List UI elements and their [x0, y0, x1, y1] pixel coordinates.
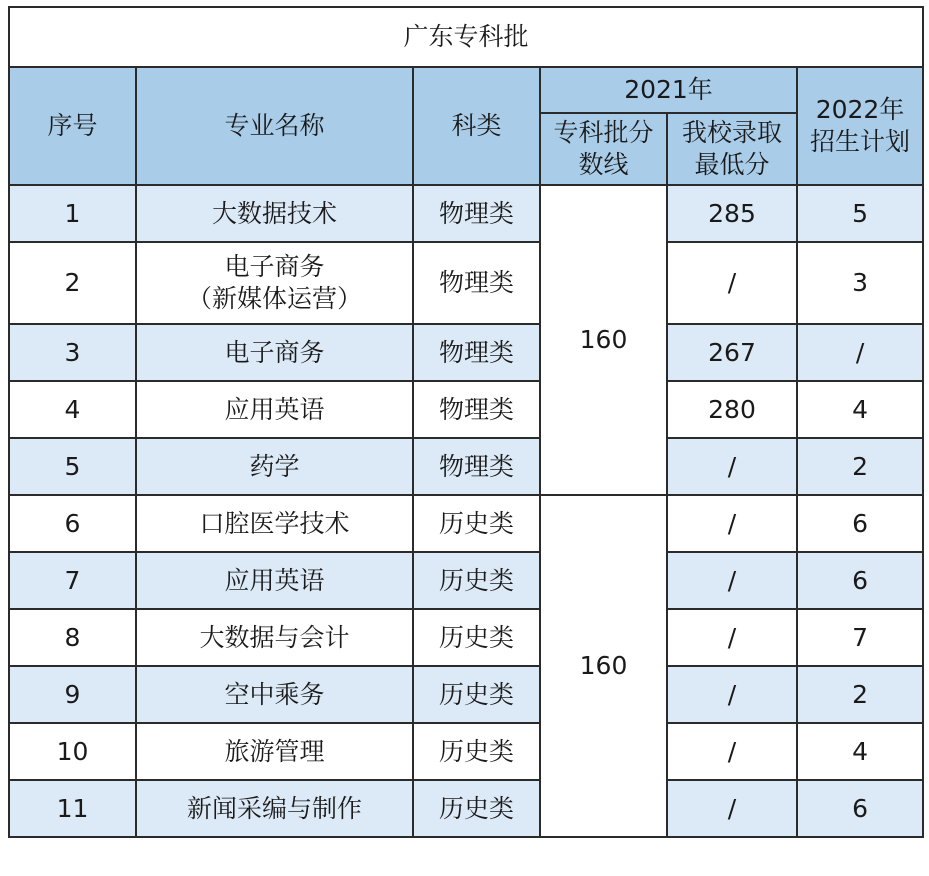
cell-major: 大数据与会计 — [136, 609, 413, 666]
table-row — [9, 780, 923, 837]
cell-plan: 4 — [797, 723, 923, 780]
cell-plan: 4 — [797, 381, 923, 438]
cell-index: 8 — [9, 609, 136, 666]
cell-index: 11 — [9, 780, 136, 837]
header-category: 科类 — [413, 67, 540, 185]
cell-min-score: 267 — [667, 324, 797, 381]
header-cutoff-line1: 专科批分 — [553, 118, 654, 147]
table-row — [9, 324, 923, 381]
cell-major: 药学 — [136, 438, 413, 495]
header-plan-2022-line2: 招生计划 — [810, 127, 911, 156]
cell-index: 5 — [9, 438, 136, 495]
cell-category: 历史类 — [413, 723, 540, 780]
cell-category: 历史类 — [413, 780, 540, 837]
cell-category: 历史类 — [413, 666, 540, 723]
cell-min-score: / — [667, 609, 797, 666]
cell-plan: 7 — [797, 609, 923, 666]
cell-major-line2: （新媒体运营） — [186, 284, 362, 313]
cell-min-score: / — [667, 242, 797, 324]
cell-major: 空中乘务 — [136, 666, 413, 723]
cell-index: 1 — [9, 185, 136, 242]
table-row — [9, 666, 923, 723]
cell-index: 3 — [9, 324, 136, 381]
cell-major: 应用英语 — [136, 381, 413, 438]
header-major: 专业名称 — [136, 67, 413, 185]
cell-category: 物理类 — [413, 381, 540, 438]
cell-major-line1: 电子商务 — [224, 252, 325, 281]
cell-category: 物理类 — [413, 185, 540, 242]
cell-min-score: / — [667, 666, 797, 723]
cell-plan: / — [797, 324, 923, 381]
cell-category: 历史类 — [413, 552, 540, 609]
cell-major: 旅游管理 — [136, 723, 413, 780]
header-plan-2022 — [797, 67, 923, 185]
cell-category: 历史类 — [413, 609, 540, 666]
cell-major: 电子商务 — [136, 324, 413, 381]
table-row — [9, 495, 923, 552]
cell-category: 物理类 — [413, 242, 540, 324]
cell-min-score: / — [667, 552, 797, 609]
cell-min-score: / — [667, 495, 797, 552]
cell-plan: 3 — [797, 242, 923, 324]
cell-index: 6 — [9, 495, 136, 552]
table-row — [9, 552, 923, 609]
cell-plan: 6 — [797, 780, 923, 837]
header-cutoff-line — [540, 113, 667, 185]
header-index: 序号 — [9, 67, 136, 185]
cell-min-score: / — [667, 723, 797, 780]
cell-cutoff-group-2: 160 — [540, 495, 667, 837]
cell-category: 物理类 — [413, 438, 540, 495]
table-title: 广东专科批 — [9, 7, 923, 67]
table-row — [9, 609, 923, 666]
cell-cutoff-group-1: 160 — [540, 185, 667, 495]
header-school-min-line1: 我校录取 — [681, 118, 782, 147]
cell-min-score: / — [667, 438, 797, 495]
cell-major: 口腔医学技术 — [136, 495, 413, 552]
header-plan-2022-line1: 2022年 — [815, 95, 905, 124]
cell-plan: 2 — [797, 438, 923, 495]
cell-major: 应用英语 — [136, 552, 413, 609]
cell-major: 新闻采编与制作 — [136, 780, 413, 837]
header-school-min — [667, 113, 797, 185]
cell-plan: 6 — [797, 495, 923, 552]
cell-plan: 6 — [797, 552, 923, 609]
cell-min-score: / — [667, 780, 797, 837]
table-row — [9, 723, 923, 780]
cell-plan: 5 — [797, 185, 923, 242]
header-cutoff-line2: 数线 — [578, 150, 629, 179]
cell-min-score: 280 — [667, 381, 797, 438]
cell-major — [136, 242, 413, 324]
table-row — [9, 381, 923, 438]
cell-index: 10 — [9, 723, 136, 780]
cell-index: 4 — [9, 381, 136, 438]
header-year-2021: 2021年 — [540, 67, 797, 113]
table-row — [9, 185, 923, 242]
cell-plan: 2 — [797, 666, 923, 723]
admission-table — [8, 6, 924, 838]
cell-index: 7 — [9, 552, 136, 609]
table-row — [9, 438, 923, 495]
header-school-min-line2: 最低分 — [694, 150, 770, 179]
cell-index: 2 — [9, 242, 136, 324]
cell-category: 历史类 — [413, 495, 540, 552]
cell-category: 物理类 — [413, 324, 540, 381]
table-row — [9, 242, 923, 324]
cell-index: 9 — [9, 666, 136, 723]
cell-min-score: 285 — [667, 185, 797, 242]
cell-major: 大数据技术 — [136, 185, 413, 242]
